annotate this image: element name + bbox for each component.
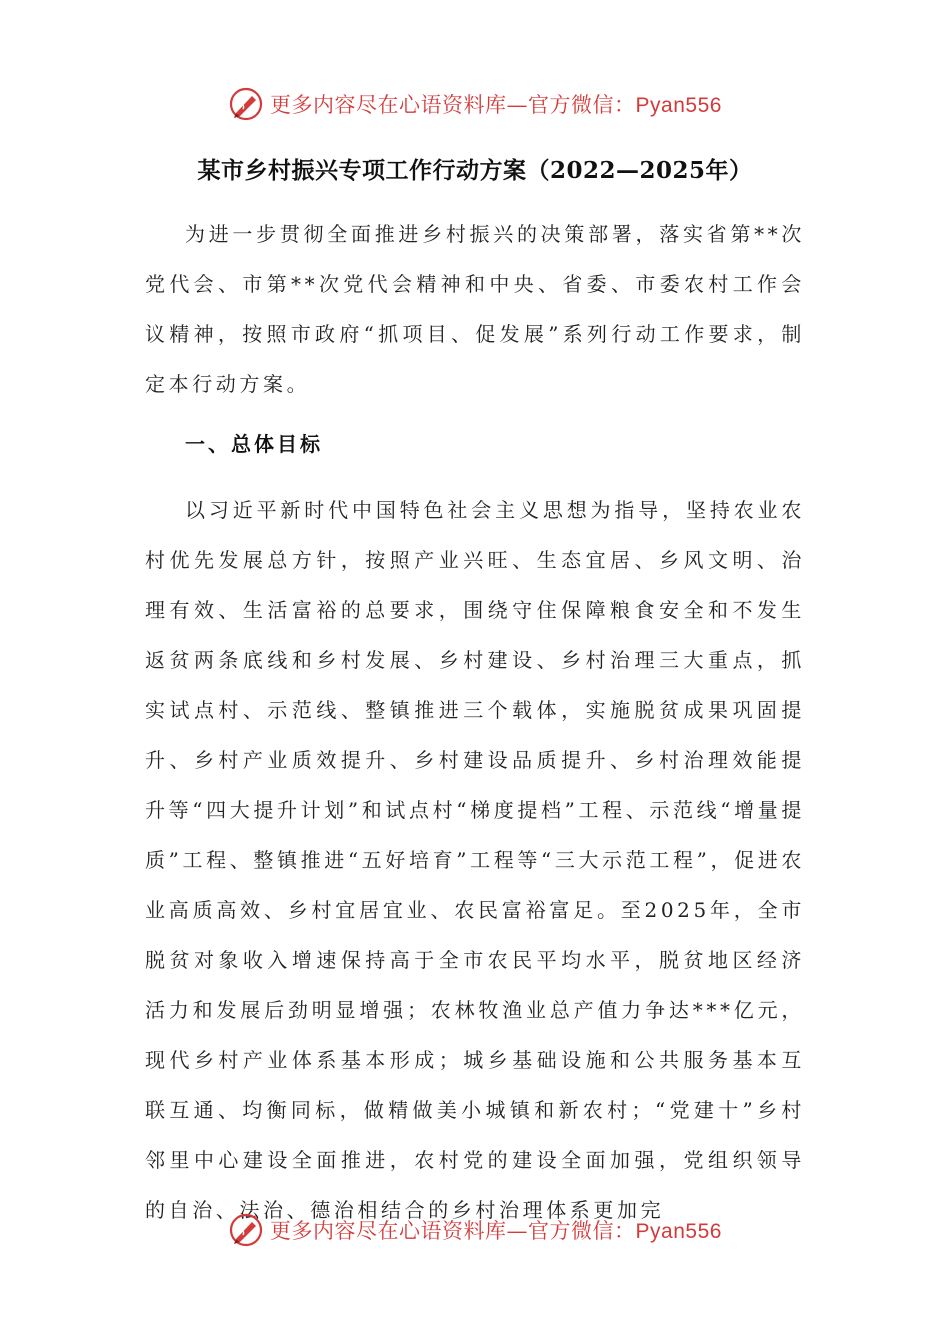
banner-slogan: 更多内容尽在心语资料库—官方微信：Pyan556 [270, 1219, 722, 1243]
footer-banner [0, 1208, 950, 1252]
wechat-id: Pyan556 [635, 94, 722, 117]
intro-paragraph: 为进一步贯彻全面推进乡村振兴的决策部署，落实省第**次党代会、市第**次党代会精神和中央、省委、市委农村工作会议精神，按照市政府“抓项目、促发展”系列行动工作要求，制定本行动方案。 [145, 222, 805, 396]
banner-slogan: 更多内容尽在心语资料库—官方微信：Pyan556 [270, 93, 722, 117]
header-banner [0, 82, 950, 126]
section-heading-overall-goal: 一、总体目标 [185, 432, 323, 456]
pen-logo-icon [228, 1212, 264, 1248]
document-title: 某市乡村振兴专项工作行动方案（2022—2025年） [197, 157, 753, 184]
section-body-paragraph: 以习近平新时代中国特色社会主义思想为指导，坚持农业农村优先发展总方针，按照产业兴旺、生态宜居、乡风文明、治理有效、生活富裕的总要求，围绕守住保障粮食安全和不发生返贫两条底线和乡村发展、乡村建设、乡村治理三大重点，抓实试点村、示范线、整镇推进三个载体，实施脱贫成果巩固提升、乡村产业质效提升、乡村建设品质提升、乡村治理效能提升等“四大提升计划”和试点村“梯度提档”工程、示范线“增量提质”工程、整镇推进“五好培育”工程等“三大示范工程”，促进农业高质高效、乡村宜居宜业、农民富裕富足。至2025年，全市脱贫对象收入增速保持高于全市农民平均水平，脱贫地区经济活力和发展后劲明显增强；农林牧渔业总产值力争达***亿元，现代乡村产业体系基本形成；城乡基础设施和公共服务基本互联互通、均衡同标，做精做美小城镇和新农村；“党建十”乡村邻里中心建设全面推进，农村党的建设全面加强，党组织领导的自治、法治、德治相结合的乡村治理体系更加完 [145, 498, 805, 1222]
pen-logo-icon [228, 86, 264, 122]
wechat-id: Pyan556 [635, 1220, 722, 1243]
